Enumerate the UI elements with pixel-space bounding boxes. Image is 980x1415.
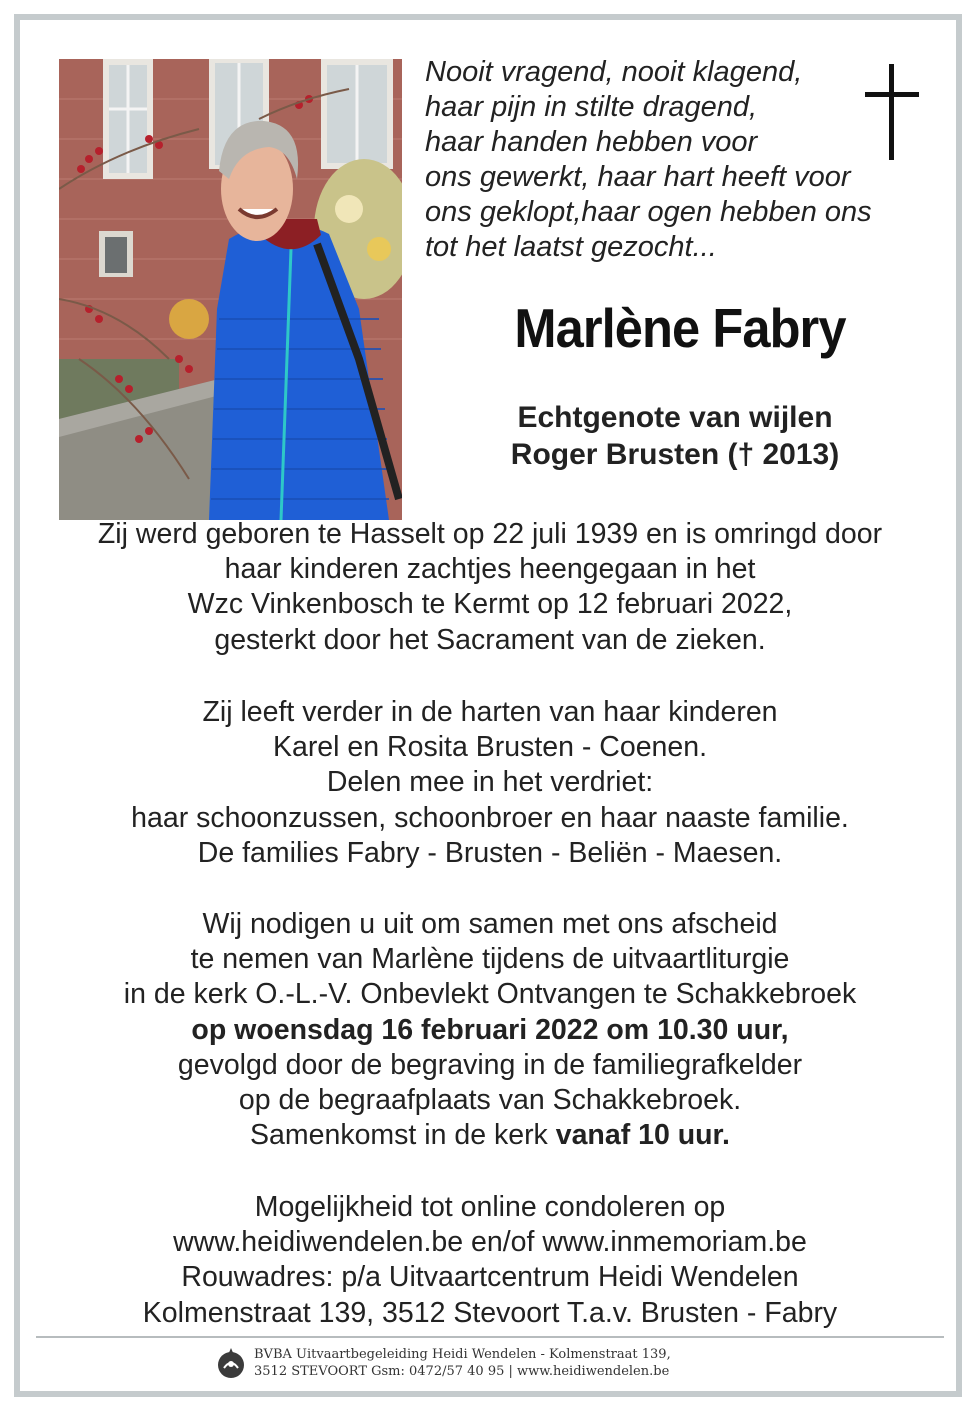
spouse-line: Echtgenote van wijlen bbox=[517, 401, 833, 434]
poem-line: haar handen hebben voor bbox=[425, 126, 758, 158]
text-line: gevolgd door de begraving in de familiegrafkelder bbox=[177, 1048, 803, 1081]
poem bbox=[425, 55, 925, 265]
text-line: Karel en Rosita Brusten - Coenen. bbox=[272, 731, 708, 764]
text-line: Zij werd geboren te Hasselt op 22 juli 1939 en is omringd door bbox=[97, 518, 883, 550]
birth-death-paragraph bbox=[40, 517, 940, 658]
portrait-illustration bbox=[59, 59, 402, 520]
text-line: haar schoonzussen, schoonbroer en haar naaste familie. bbox=[131, 801, 849, 834]
condolence-paragraph bbox=[40, 1190, 940, 1331]
text-line: Kolmenstraat 139, 3512 Stevoort T.a.v. Brusten - Fabry bbox=[142, 1296, 838, 1329]
funeral-date: op woensdag 16 februari 2022 om 10.30 uur, bbox=[191, 1013, 789, 1046]
poem-line: Nooit vragend, nooit klagend, bbox=[425, 56, 803, 88]
cross-icon bbox=[862, 64, 922, 160]
text-line: op de begraafplaats van Schakkebroek. bbox=[238, 1084, 742, 1117]
text-line: Delen mee in het verdriet: bbox=[326, 766, 654, 799]
deceased-name: Marlène Fabry bbox=[514, 297, 846, 359]
family-paragraph bbox=[40, 695, 940, 871]
footer bbox=[254, 1346, 774, 1380]
text-line: De families Fabry - Brusten - Beliën - Maesen. bbox=[197, 836, 783, 869]
spouse-info bbox=[420, 399, 930, 473]
portrait-photo bbox=[59, 59, 402, 520]
funeral-home-logo-icon bbox=[216, 1346, 246, 1380]
poem-line: ons geklopt,haar ogen hebben ons bbox=[425, 196, 872, 228]
text-line: Zij leeft verder in de harten van haar kinderen bbox=[202, 696, 778, 728]
poem-line: haar pijn in stilte dragend, bbox=[425, 91, 758, 123]
text-line: Wzc Vinkenbosch te Kermt op 12 februari 2022, bbox=[187, 588, 793, 621]
gathering-line bbox=[40, 1118, 940, 1153]
funeral-paragraph bbox=[40, 907, 940, 1153]
footer-line: 3512 STEVOORT Gsm: 0472/57 40 95 | www.heidiwendelen.be bbox=[254, 1364, 670, 1379]
text-line: Rouwadres: p/a Uitvaartcentrum Heidi Wendelen bbox=[181, 1261, 799, 1294]
gathering-text: Samenkomst in de kerk bbox=[250, 1119, 556, 1152]
text-line: in de kerk O.-L.-V. Onbevlekt Ontvangen te Schakkebroek bbox=[123, 978, 857, 1011]
text-line: Mogelijkheid tot online condoleren op bbox=[254, 1191, 726, 1223]
text-line: www.heidiwendelen.be en/of www.inmemoriam.be bbox=[173, 1226, 807, 1259]
footer-line: BVBA Uitvaartbegeleiding Heidi Wendelen - Kolmenstraat 139, bbox=[254, 1347, 671, 1362]
text-line: haar kinderen zachtjes heengegaan in het bbox=[224, 553, 756, 586]
spouse-line: Roger Brusten († 2013) bbox=[510, 438, 840, 471]
text-line: te nemen van Marlène tijdens de uitvaartliturgie bbox=[190, 943, 790, 976]
poem-line: tot het laatst gezocht... bbox=[425, 231, 717, 263]
poem-line: ons gewerkt, haar hart heeft voor bbox=[425, 161, 851, 193]
text-line: Wij nodigen u uit om samen met ons afscheid bbox=[202, 908, 778, 940]
footer-divider bbox=[36, 1336, 944, 1338]
text-line: gesterkt door het Sacrament van de zieken. bbox=[214, 623, 766, 656]
gathering-time: vanaf 10 uur. bbox=[555, 1119, 730, 1152]
